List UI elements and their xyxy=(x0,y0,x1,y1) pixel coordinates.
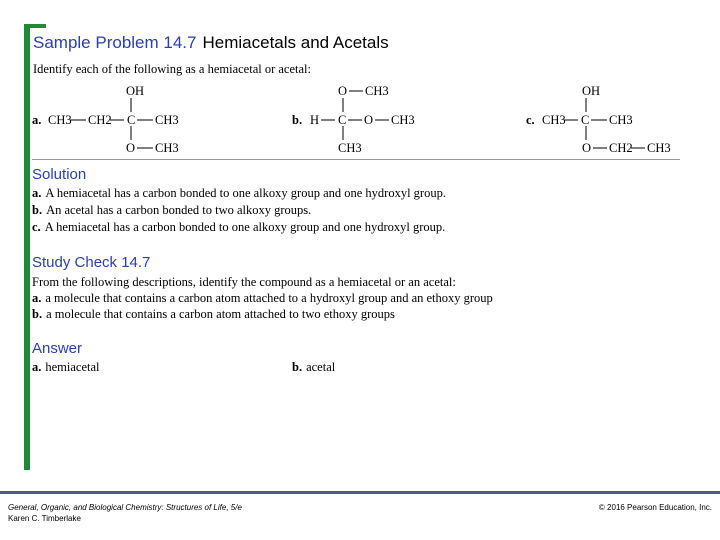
divider xyxy=(32,159,680,160)
solution-item-label: c. xyxy=(32,220,41,234)
structure-c-bottom-group-2: CH3 xyxy=(647,141,671,155)
solution-item-label: b. xyxy=(32,203,43,217)
structure-b-bottom-group: CH3 xyxy=(338,141,362,155)
study-check-item-label: a. xyxy=(32,291,42,305)
structure-c-atom-3: CH3 xyxy=(609,113,633,127)
structure-a xyxy=(30,82,230,160)
solution-heading: Solution xyxy=(32,166,87,183)
study-check-item xyxy=(32,291,493,306)
study-check-item-label: b. xyxy=(32,307,43,321)
structure-b-central-carbon: C xyxy=(338,113,347,127)
structure-b-oxygen: O xyxy=(364,113,374,127)
solution-item-label: a. xyxy=(32,186,42,200)
structure-c-bottom-oxygen: O xyxy=(582,141,592,155)
structure-c-atom-1: CH3 xyxy=(542,113,566,127)
footer-book-title: General, Organic, and Biological Chemistry: Structures of Life, 5/e xyxy=(8,503,242,512)
solution-item-text: A hemiacetal has a carbon bonded to one alkoxy group and one hydroxyl group. xyxy=(44,220,446,234)
structure-a-central-carbon: C xyxy=(127,113,136,127)
answer-item xyxy=(292,360,335,375)
footer-author: Karen C. Timberlake xyxy=(8,514,81,523)
structure-a-atom-4: CH3 xyxy=(155,113,179,127)
study-check-intro: From the following descriptions, identify the compound as a hemiacetal or an acetal: xyxy=(32,275,456,289)
structure-a-bottom-group: CH3 xyxy=(155,141,179,155)
structure-b xyxy=(290,82,440,160)
footer-copyright: © 2016 Pearson Education, Inc. xyxy=(598,503,712,512)
solution-item xyxy=(32,220,445,235)
answer-item-text: acetal xyxy=(306,360,336,374)
structure-b-label: b. xyxy=(292,113,303,127)
title-main: Hemiacetals and Acetals xyxy=(202,33,389,52)
structure-c-bottom-group-1: CH2 xyxy=(609,141,633,155)
structure-a-top-group: OH xyxy=(126,84,145,98)
structure-b-top-oxygen: O xyxy=(338,84,348,98)
answer-item-text: hemiacetal xyxy=(45,360,100,374)
structure-a-atom-1: CH3 xyxy=(48,113,72,127)
answer-item-label: b. xyxy=(292,360,303,374)
structure-c-central-carbon: C xyxy=(581,113,590,127)
study-check-item-text: a molecule that contains a carbon atom attached to two ethoxy groups xyxy=(46,307,395,321)
solution-item-text: A hemiacetal has a carbon bonded to one alkoxy group and one hydroxyl group. xyxy=(45,186,446,200)
solution-item-text: An acetal has a carbon bonded to two alkoxy groups. xyxy=(46,203,312,217)
prompt-text: Identify each of the following as a hemiacetal or acetal: xyxy=(33,62,311,76)
structure-b-atom-4: CH3 xyxy=(391,113,415,127)
study-check-heading: Study Check 14.7 xyxy=(32,254,151,271)
answer-item xyxy=(32,360,100,375)
answer-item-label: a. xyxy=(32,360,42,374)
study-check-item-text: a molecule that contains a carbon atom attached to a hydroxyl group and an ethoxy group xyxy=(45,291,493,305)
footer-bar xyxy=(0,491,720,494)
study-check-item xyxy=(32,307,395,322)
title-prefix: Sample Problem 14.7 xyxy=(33,33,197,52)
structure-b-atom-1: H xyxy=(310,113,320,127)
structure-c xyxy=(520,82,680,160)
structure-a-bottom-oxygen: O xyxy=(126,141,136,155)
footer-book xyxy=(8,503,242,512)
solution-item xyxy=(32,203,311,218)
structure-c-label: c. xyxy=(526,113,535,127)
accent-bar-top xyxy=(24,24,46,28)
structure-a-atom-2: CH2 xyxy=(88,113,112,127)
solution-item xyxy=(32,186,446,201)
answer-heading: Answer xyxy=(32,340,83,357)
structure-b-top-group: CH3 xyxy=(365,84,389,98)
structure-c-top-group: OH xyxy=(582,84,601,98)
page-title xyxy=(33,33,389,53)
structure-a-label: a. xyxy=(32,113,42,127)
